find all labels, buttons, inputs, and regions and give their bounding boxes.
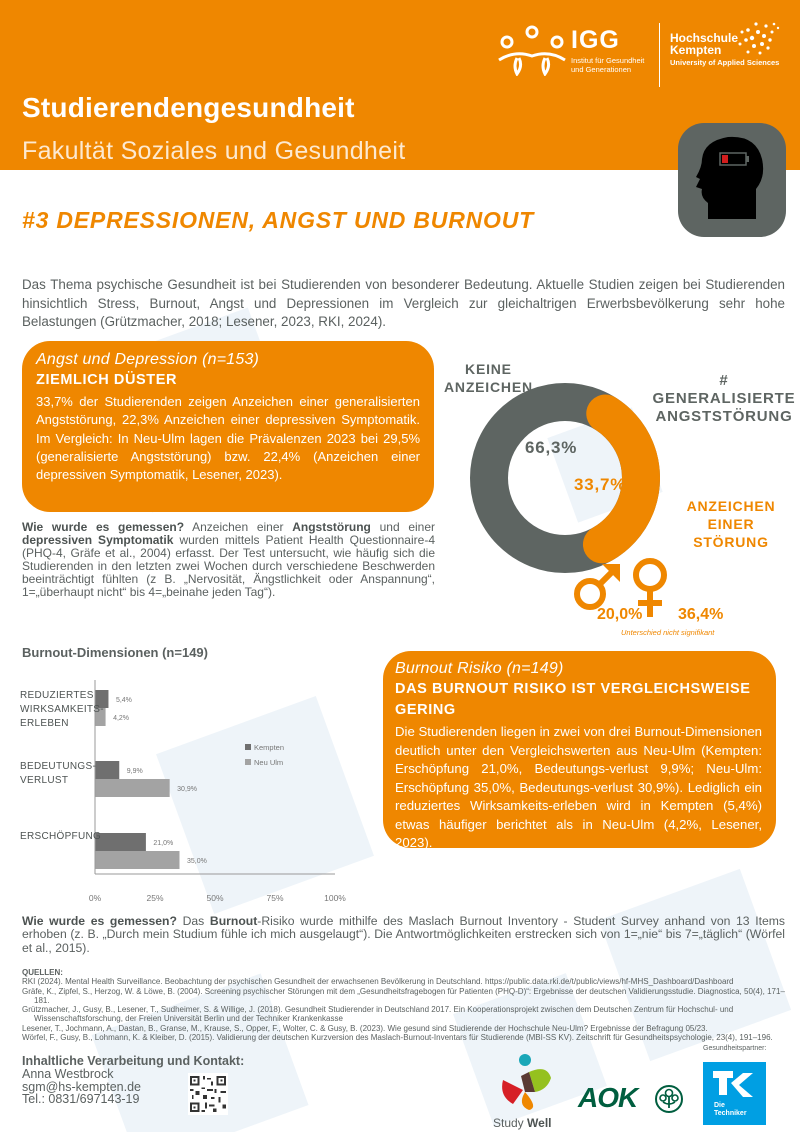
hs-logo-line1: Hochschule [670, 31, 739, 45]
anxiety-box-heading: Angst und Depression (n=153) [36, 351, 260, 368]
legend-label: Kempten [254, 743, 285, 752]
section-title: #3 DEPRESSIONEN, ANGST UND BURNOUT [22, 207, 534, 233]
studywell-text-b: Well [527, 1116, 552, 1130]
bar-kempten [96, 761, 120, 779]
contact-name: Anna Westbrock [22, 1067, 114, 1081]
igg-logo-name: IGG [571, 26, 620, 54]
contact-phone: Tel.: 0831/697143-19 [22, 1092, 140, 1106]
bar-value-label: 5,4% [115, 697, 132, 704]
tk-text [714, 1102, 747, 1118]
bar-kempten [96, 833, 146, 851]
burnout-box-subheading: DAS BURNOUT RISIKO IST VERGLEICHSWEISE GERING [395, 681, 751, 718]
igg-logo-subtitle [571, 56, 644, 74]
contact-title: Inhaltliche Verarbeitung und Kontakt: [22, 1054, 245, 1068]
tk-mark-icon [713, 1071, 755, 1099]
head-low-battery-icon [678, 123, 786, 237]
label-line: STÖRUNG [693, 534, 769, 550]
legend-swatch [245, 759, 251, 765]
category-label: WIRKSAMKEITS- [20, 704, 104, 715]
aok-text: AOK [578, 1082, 638, 1113]
sources-list [22, 968, 792, 1042]
source-item: Grützmacher, J., Gusy, B., Lesener, T., Sudheimer, S. & Willige, J. (2018). Gesundheit Studierender in Deutschland 2017. Ein Kooperationsprojekt zwischen dem Deutschen Zentrum für Hochschul- und Wissenschaftsforschung, der Freien Universität Berlin und der Techniker Krankenkasse [22, 1005, 734, 1024]
legend-label: Neu Ulm [254, 758, 284, 767]
contact-email[interactable]: sgm@hs-kempten.de [22, 1079, 141, 1094]
female-percentage: 36,4% [678, 606, 724, 623]
method-question: Wie wurde es gemessen? [22, 914, 177, 928]
burnout-box-heading: Burnout Risiko (n=149) [395, 660, 564, 677]
studywell-text-a: Study [493, 1116, 528, 1130]
label-line: ANGSTSTÖRUNG [655, 408, 793, 425]
method-text: Das [176, 914, 210, 928]
x-tick-label: 50% [206, 893, 224, 903]
chart-title: Burnout-Dimensionen (n=149) [22, 645, 208, 660]
label-line: # GENERALISIERTE [652, 372, 796, 407]
measurement-note-burnout [22, 915, 785, 955]
measurement-note-anxiety [22, 521, 435, 599]
studywell-logo [493, 1052, 557, 1132]
igg-people-icon [497, 20, 567, 76]
label-line: ANZEICHEN [444, 379, 533, 395]
method-text: und einer [370, 520, 436, 534]
male-symbol-icon [572, 560, 624, 612]
donut-value-signs: 33,7% [574, 475, 627, 494]
source-item: Gräfe, K., Zipfel, S., Herzog, W. & Löwe, B. (2004). Screening psychischer Störungen mit dem „Gesundheitsfragebogen für Patienten (PHQ-D)“: Ergebnisse der deutschen Validierungsstudie. Diagnostica, 50(4), 171–181. [22, 986, 785, 1005]
bar-value-label: 9,9% [126, 768, 143, 775]
label-line: KEINE [465, 361, 512, 377]
sources-title: QUELLEN: [22, 968, 63, 977]
gender-significance-note: Unterschied nicht signifikant [621, 628, 715, 637]
hs-logo-subtitle: University of Applied Sciences [670, 58, 780, 67]
method-text: -Risiko wurde mithilfe des Maslach Burnout Inventory - Student Survey anhand von 13 Items erhoben (z. B. „Durch mein Studium fühle ich mich ausgelaugt“). Die Antwortmöglichkeiten erstrecken sich von 1=„nie“ bis 7=„täglich“ (Wörfel et al., 2015). [22, 914, 785, 955]
method-bold: depressiven Symptomatik [22, 533, 174, 547]
tk-line2: Techniker [714, 1110, 747, 1117]
x-tick-label: 25% [146, 893, 164, 903]
igg-logo-line2: und Generationen [571, 65, 632, 74]
head-silhouette-icon [678, 123, 786, 237]
method-text: wurden mittels Patient Health Questionnaire-4 (PHQ-4, Gräfe et al., 2004) erfasst. Der Test untersucht, wie häufig sich die Studierenden in den letzten zwei Wochen durch verschiedene Beschwerden beeinträchtigt fühlten (z B. „Nervosität, Ängstlichkeit oder Anspannung“, 1=„überhaupt nicht“ bis 4=„beinahe jeden Tag“). [22, 533, 435, 599]
bar-value-label: 30,9% [177, 786, 198, 793]
legend-swatch [245, 744, 251, 750]
burnout-box-text: Die Studierenden liegen in zwei von drei Burnout-Dimensionen deutlich unter den Vergleichswerten aus Neu-Ulm (Kempten: Erschöpfung 21,0%, Bedeutungs-verlust 9,9%; Neu-Ulm: Erschöpfung 35,0%, Bedeutungs-verlust 30,9%). Lediglich ein reduziertes Wirksamkeits-erleben wird in Kempten (5,4%) etwas häufiger berichtet als in Neu-Ulm (4,2%, Lesener, 2023). [395, 724, 762, 850]
donut-label-signs [662, 497, 800, 551]
donut-title [648, 372, 800, 426]
category-label: ERSCHÖPFUNG [20, 831, 102, 842]
burnout-risk-box [383, 651, 776, 848]
hs-logo-name [670, 32, 738, 56]
bar-value-label: 4,2% [113, 715, 130, 722]
method-bold: Angststörung [292, 520, 371, 534]
male-percentage: 20,0% [597, 606, 643, 623]
anxiety-box-subheading: ZIEMLICH DÜSTER [36, 372, 178, 388]
source-item: Wörfel, F., Gusy, B., Lohmann, K. & Kleiber, D. (2015). Validierung der deutschen Kurzversion des Maslach-Burnout-Inventars für Studierende (MBI-SS KV). Zeitschrift für Gesundheitspsychologie, 23(4), 191–196. [22, 1033, 773, 1043]
bar-value-label: 35,0% [187, 858, 207, 865]
label-line: ANZEICHEN EINER [686, 498, 776, 532]
category-label: ERLEBEN [20, 718, 69, 729]
anxiety-box-text: 33,7% der Studierenden zeigen Anzeichen einer generalisierten Angststörung, 22,3% Anzeichen einer depressiven Symptomatik. Im Vergleich: In Neu-Ulm lagen die Prävalenzen 2023 bei 29,5% (generalisierte Angststörung) bzw. 22,4% (Anzeichen einer depressiven Symptomatik, Lesener, 2023). [36, 394, 420, 483]
bar-value-label: 21,0% [153, 840, 174, 847]
source-item: Lesener, T., Jochmann, A., Dastan, B., Granse, M., Krause, S., Opper, F., Wolter, C. & Gusy, B. (2023). Wie gesund sind Studierende der Hochschule Neu-Ulm? Ergebnisse der Befragung 05/23. [22, 1023, 708, 1033]
page-subtitle: Fakultät Soziales und Gesundheit [22, 137, 406, 165]
hochschule-kempten-logo [670, 26, 800, 76]
studywell-figure-icon [499, 1052, 553, 1112]
donut-label-no-signs [444, 360, 533, 396]
qr-code-icon[interactable] [188, 1073, 228, 1115]
x-tick-label: 100% [324, 893, 346, 903]
method-question: Wie wurde es gemessen? [22, 520, 185, 534]
bar-neu-ulm [96, 851, 180, 869]
tk-line1: Die [714, 1102, 725, 1109]
bar-neu-ulm [96, 779, 170, 797]
anxiety-donut-chart [470, 383, 660, 573]
source-item: RKI (2024). Mental Health Surveillance. Beobachtung der psychischen Gesundheit der erwachsenen Bevölkerung in Deutschland. https://public.data.rki.de/t/public/views/hf-MHS_Dashboard/Dashboard [22, 977, 734, 987]
x-tick-label: 75% [266, 893, 284, 903]
method-text: Anzeichen einer [184, 520, 293, 534]
battery-low-indicator [722, 155, 728, 163]
health-partners-label: Gesundheitspartner: [703, 1045, 767, 1052]
igg-logo-line1: Institut für Gesundheit [571, 56, 645, 65]
igg-logo [497, 20, 657, 80]
intro-text: Das Thema psychische Gesundheit ist bei Studierenden von besonderer Bedeutung. Aktuelle Studien zeigen bei Studierenden hinsichtlich Stress, Burnout, Angst und Depressionen im Vergleich zur gleichaltrigen Erwerbsbevölkerung sehr hohe Belastungen (Grützmacher, 2018; Lesener, 2023, RKI, 2024). [22, 277, 785, 329]
category-label: REDUZIERTES [20, 690, 94, 701]
anxiety-depression-box [22, 341, 434, 512]
burnout-bar-chart [0, 660, 360, 910]
hs-logo-line2: Kempten [670, 43, 722, 57]
x-tick-label: 0% [88, 893, 102, 903]
hs-spiral-icon [734, 18, 782, 58]
method-bold: Burnout [209, 914, 258, 928]
tk-logo [703, 1062, 766, 1125]
category-label: BEDEUTUNGS- [20, 761, 97, 772]
aok-tree-icon [654, 1084, 684, 1114]
logo-divider [659, 23, 660, 87]
studywell-text [493, 1116, 551, 1130]
aok-logo [578, 1082, 637, 1114]
category-label: VERLUST [20, 775, 69, 786]
donut-value-no-signs: 66,3% [525, 438, 578, 457]
page-title: Studierendengesundheit [22, 92, 355, 123]
